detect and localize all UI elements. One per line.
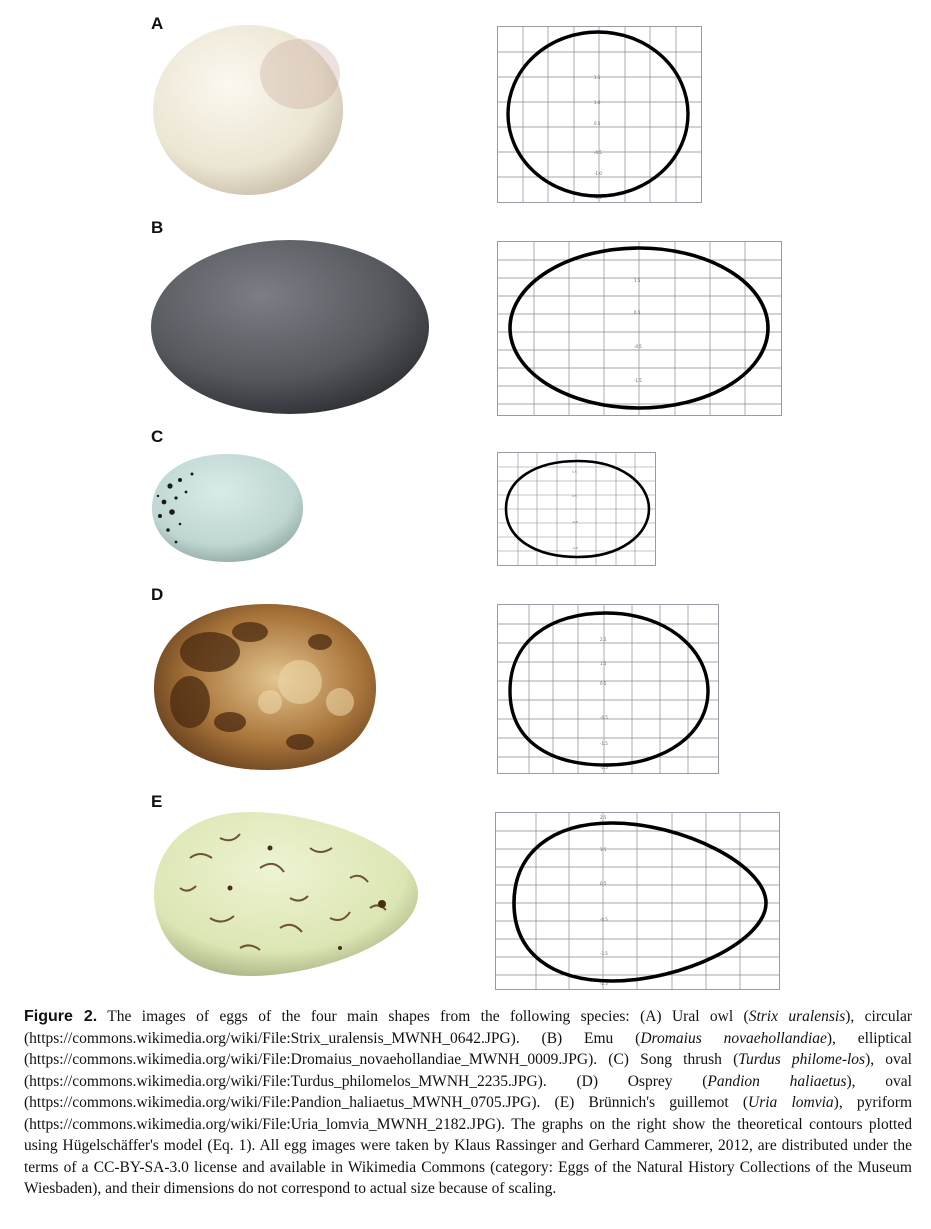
tick-d-2: 1.5: [600, 661, 607, 666]
species-name-e: Uria lomvia: [748, 1094, 834, 1111]
tick-a-2: 1.0: [594, 100, 601, 105]
tick-a-4: -0.5: [594, 150, 602, 155]
panel-label-c: C: [151, 427, 164, 446]
figure-caption: [24, 1006, 912, 1200]
egg-image-emu: [150, 238, 432, 418]
tick-a-6: -1.5: [594, 195, 602, 200]
tick-c-2: 0.5: [572, 494, 577, 498]
species-name-a: Strix uralensis: [748, 1008, 846, 1025]
tick-e-4: -0.5: [600, 917, 608, 922]
tick-e-6: -2.5: [600, 981, 608, 986]
species-name-c: Turdus philome-los: [738, 1051, 866, 1068]
tick-a-5: -1.0: [594, 171, 602, 176]
tick-e-2: 1.5: [600, 847, 607, 852]
tick-c-4: -1.5: [572, 546, 578, 550]
tick-a-3: 0.5: [594, 121, 601, 126]
egg-image-ural-owl: [150, 24, 350, 199]
tick-b-3: -0.5: [634, 344, 642, 349]
tick-d-3: 0.5: [600, 681, 607, 686]
tick-e-3: 0.5: [600, 881, 607, 886]
tick-d-4: -0.5: [600, 715, 608, 720]
panel-label-a: A: [151, 14, 164, 33]
caption-text-5: ), oval (https://commons.wikimedia.org/wiki/File:Pandion_haliaetus_MWNH_0705.JPG). (E) Brünnich's guillemot (: [24, 1072, 912, 1111]
contour-plot-b: [497, 241, 782, 416]
panel-label-b: B: [151, 218, 164, 237]
tick-d-5: -1.5: [600, 741, 608, 746]
species-name-b: Dromaius novaehollandiae: [640, 1029, 827, 1047]
caption-text-2: ), circular (https://commons.wikimedia.org/wiki/File:Strix_uralensis_MWNH_0642.JPG). (B) Emu (: [24, 1008, 912, 1047]
panel-label-d: D: [151, 585, 164, 604]
tick-e-5: -1.5: [600, 951, 608, 956]
egg-image-brunnichs-guillemot: [150, 808, 422, 980]
caption-text-4: ), oval (https://commons.wikimedia.org/wiki/File:Turdus_philomelos_MWNH_2235.JPG). (D) Osprey (: [24, 1051, 912, 1090]
tick-c-3: -0.5: [572, 520, 578, 524]
tick-b-4: -1.5: [634, 378, 642, 383]
contour-plot-c: [497, 452, 656, 566]
egg-image-osprey: [150, 602, 380, 772]
caption-text-1: The images of eggs of the four main shapes from the following species: (A) Ural owl (: [97, 1008, 749, 1025]
tick-b-2: 0.5: [634, 310, 641, 315]
caption-text-3: ), elliptical (https://commons.wikimedia.org/wiki/File:Dromaius_novaehollandiae_MWNH_0009.JPG). (C) Song thrush (: [24, 1029, 912, 1068]
tick-d-6: -2.5: [600, 765, 608, 770]
contour-plot-d: [497, 604, 719, 774]
tick-d-1: 2.5: [600, 637, 607, 642]
tick-a-1: 1.5: [594, 75, 601, 80]
tick-e-1: 2.5: [600, 815, 607, 820]
contour-plot-a: [497, 26, 702, 203]
species-name-d: Pandion haliaetus: [707, 1072, 847, 1090]
caption-text-6: ), pyriform (https://commons.wikimedia.org/wiki/File:Uria_lomvia_MWNH_2182.JPG). The graphs on the right show the theoretical contours plotted using Hügelschäffer's model (Eq. 1). All egg images were taken by Klaus Rassinger and Gerhard Cammerer, 2012, are distributed under the terms of a CC-BY-SA-3.0 license and available in Wikimedia Commons (category: Eggs of the Natural History Collections of the Museum Wiesbaden), and their dimensions do not correspond to actual size because of scaling.: [24, 1094, 912, 1197]
figure-label: Figure 2.: [24, 1008, 98, 1025]
contour-curve-d: [510, 613, 708, 765]
tick-c-1: 1.5: [572, 470, 577, 474]
panel-label-e: E: [151, 792, 163, 811]
tick-b-1: 1.5: [634, 278, 641, 283]
contour-plot-e: [495, 812, 780, 990]
egg-image-song-thrush: [150, 452, 305, 564]
